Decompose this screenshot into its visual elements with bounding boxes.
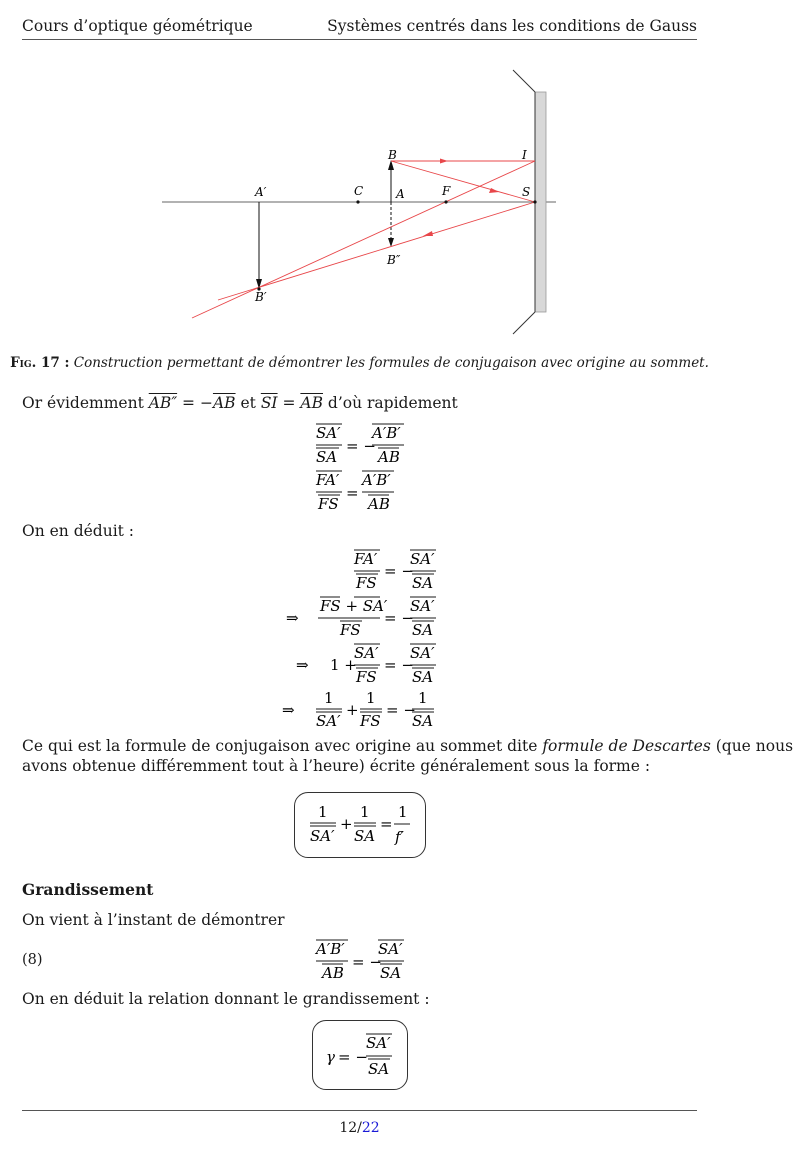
- eq2-r4-num3: 1: [418, 689, 428, 707]
- paragraph-just-shown: On vient à l’instant de démontrer: [22, 911, 285, 929]
- p1-eq2-rhs: $\overline{AB}$: [300, 394, 323, 412]
- eq2-r1-num: FA′: [354, 550, 378, 568]
- caption-label: Fig. 17 :: [10, 355, 70, 371]
- ray-arrow-1: [440, 159, 448, 164]
- eq2-r2-num2: SA′: [410, 597, 435, 615]
- eq2-r1-num2: SA′: [410, 550, 435, 568]
- mag-neg: = −: [338, 1048, 368, 1066]
- eq2-r2-den2: SA: [412, 621, 434, 639]
- eq1-den-4: AB: [368, 495, 390, 513]
- eq2-r3-oneplus: 1 +: [330, 656, 357, 674]
- eq2-r3-neg: = −: [384, 656, 414, 674]
- eq2-r4-den3: SA: [412, 712, 434, 730]
- mirror-edge-top: [513, 70, 535, 92]
- mag-den: SA: [368, 1060, 390, 1078]
- p1-eq2-mid: =: [277, 394, 301, 412]
- desc-eq: =: [380, 815, 393, 833]
- eq2-r4-implies: ⇒: [282, 701, 295, 719]
- mirror-edge-bottom: [513, 312, 535, 334]
- p1-eq2-lhs: $\overline{SI}$: [260, 394, 278, 412]
- p1-eq1-rhs: $\overline{AB}$: [212, 394, 236, 412]
- point-c: [356, 200, 359, 203]
- point-s: [533, 200, 536, 203]
- eq2-r2-num: FS + SA′: [320, 597, 388, 615]
- page-number: [0, 1120, 719, 1136]
- eq2-r3-num2: SA′: [410, 644, 435, 662]
- eq2-r3-num: SA′: [354, 644, 379, 662]
- eq2-r4-den1: SA′: [316, 712, 341, 730]
- label-c: C: [354, 184, 364, 198]
- ray-i-through-f: [192, 161, 535, 318]
- p3-line1-b: (que nous: [710, 737, 793, 755]
- equation-number: (8): [22, 952, 43, 968]
- eq2-r2-neg: = −: [384, 609, 414, 627]
- p3-line1-a: Ce qui est la formule de conjugaison avec origine au sommet dite: [22, 737, 543, 755]
- ray-arrow-3: [423, 231, 433, 236]
- paragraph-obviously: [22, 394, 458, 412]
- eq8-num1: A′B′: [316, 940, 345, 958]
- footer-rule: [22, 1110, 697, 1111]
- eq2-r3-den: FS: [356, 668, 377, 686]
- eq1-num-3: FA′: [316, 471, 340, 489]
- mirror-body: [535, 92, 546, 312]
- desc-den1: SA′: [310, 827, 335, 845]
- eq8-neg: = −: [352, 953, 382, 971]
- desc-num1: 1: [318, 803, 328, 821]
- eq2-r2-den: FS: [340, 621, 361, 639]
- ray-arrow-2: [489, 188, 499, 193]
- label-b: B: [388, 148, 397, 162]
- eq1-den-2: AB: [378, 448, 400, 466]
- eq2-r4-num1: 1: [324, 689, 334, 707]
- equation-8: [300, 935, 420, 985]
- eq2-r2-implies: ⇒: [286, 609, 299, 627]
- paragraph-magnification: On en déduit la relation donnant le grandissement :: [22, 990, 430, 1008]
- eq1-den-3: FS: [318, 495, 339, 513]
- label-bsecond: B″: [387, 253, 401, 267]
- header-rule: [22, 39, 697, 40]
- desc-den3: f′: [395, 828, 404, 846]
- label-a: A: [396, 187, 405, 201]
- page-current: 12: [339, 1120, 358, 1136]
- eq2-r4-plus: +: [346, 701, 359, 719]
- eq1-eq-2: =: [346, 484, 359, 502]
- header-left-title: Cours d’optique géométrique: [22, 17, 253, 35]
- eq8-den2: SA: [380, 964, 402, 982]
- section-title-grandissement: Grandissement: [22, 880, 154, 899]
- header-right-title: Systèmes centrés dans les conditions de Gauss: [327, 17, 697, 35]
- magnification-formula: [312, 1020, 406, 1088]
- point-f: [444, 200, 447, 203]
- desc-num2: 1: [360, 803, 370, 821]
- equation-block-2: [276, 545, 446, 735]
- eq2-r1-den: FS: [356, 574, 377, 592]
- eq1-neg-1: = −: [346, 437, 376, 455]
- paragraph-descartes-line1: [22, 737, 793, 755]
- eq8-den1: AB: [322, 964, 344, 982]
- desc-den2: SA: [354, 827, 376, 845]
- equation-block-1: [300, 420, 440, 520]
- page-separator: /: [357, 1120, 362, 1136]
- mag-gamma: γ: [326, 1048, 335, 1066]
- mag-num: SA′: [366, 1034, 391, 1052]
- eq2-r1-den2: SA: [412, 574, 434, 592]
- eq2-r4-den2: FS: [360, 712, 381, 730]
- descartes-formula: [294, 792, 424, 856]
- label-s: S: [522, 185, 531, 199]
- eq1-den-1: SA: [316, 448, 338, 466]
- eq1-num-4: A′B′: [362, 471, 391, 489]
- eq1-num-1: SA′: [316, 424, 341, 442]
- p1-prefix: Or évidemment: [22, 394, 149, 412]
- eq2-r3-implies: ⇒: [296, 656, 309, 674]
- eq2-r1-neg: = −: [384, 562, 414, 580]
- eq8-num2: SA′: [378, 940, 403, 958]
- label-bprime: B′: [255, 290, 267, 304]
- label-f: F: [442, 184, 451, 198]
- eq1-num-2: A′B′: [372, 424, 401, 442]
- desc-plus: +: [340, 815, 353, 833]
- optics-figure: [0, 60, 719, 345]
- label-i: I: [522, 148, 527, 162]
- paragraph-descartes-line2: avons obtenue différemment tout à l’heure) écrite généralement sous la forme :: [22, 757, 651, 775]
- page-total-link[interactable]: 22: [361, 1120, 380, 1136]
- figure-caption: [0, 355, 719, 371]
- p1-eq1-lhs: AB″: [148, 394, 178, 412]
- p1-suffix: d’où rapidement: [323, 394, 458, 412]
- desc-num3: 1: [398, 803, 408, 821]
- ray-b-to-s: [391, 161, 535, 202]
- p1-eq1-mid: = −: [177, 394, 213, 412]
- paragraph-deduce: On en déduit :: [22, 522, 135, 540]
- eq2-r4-num2: 1: [366, 689, 376, 707]
- eq2-r4-neg: = −: [386, 701, 416, 719]
- caption-text: Construction permettant de démontrer les formules de conjugaison avec origine au sommet.: [73, 355, 709, 371]
- eq2-r3-den2: SA: [412, 668, 434, 686]
- p3-line1-em: formule de Descartes: [542, 737, 711, 755]
- p1-et: et: [235, 394, 261, 412]
- ray-s-reflected: [218, 202, 535, 300]
- label-aprime: A′: [255, 185, 267, 199]
